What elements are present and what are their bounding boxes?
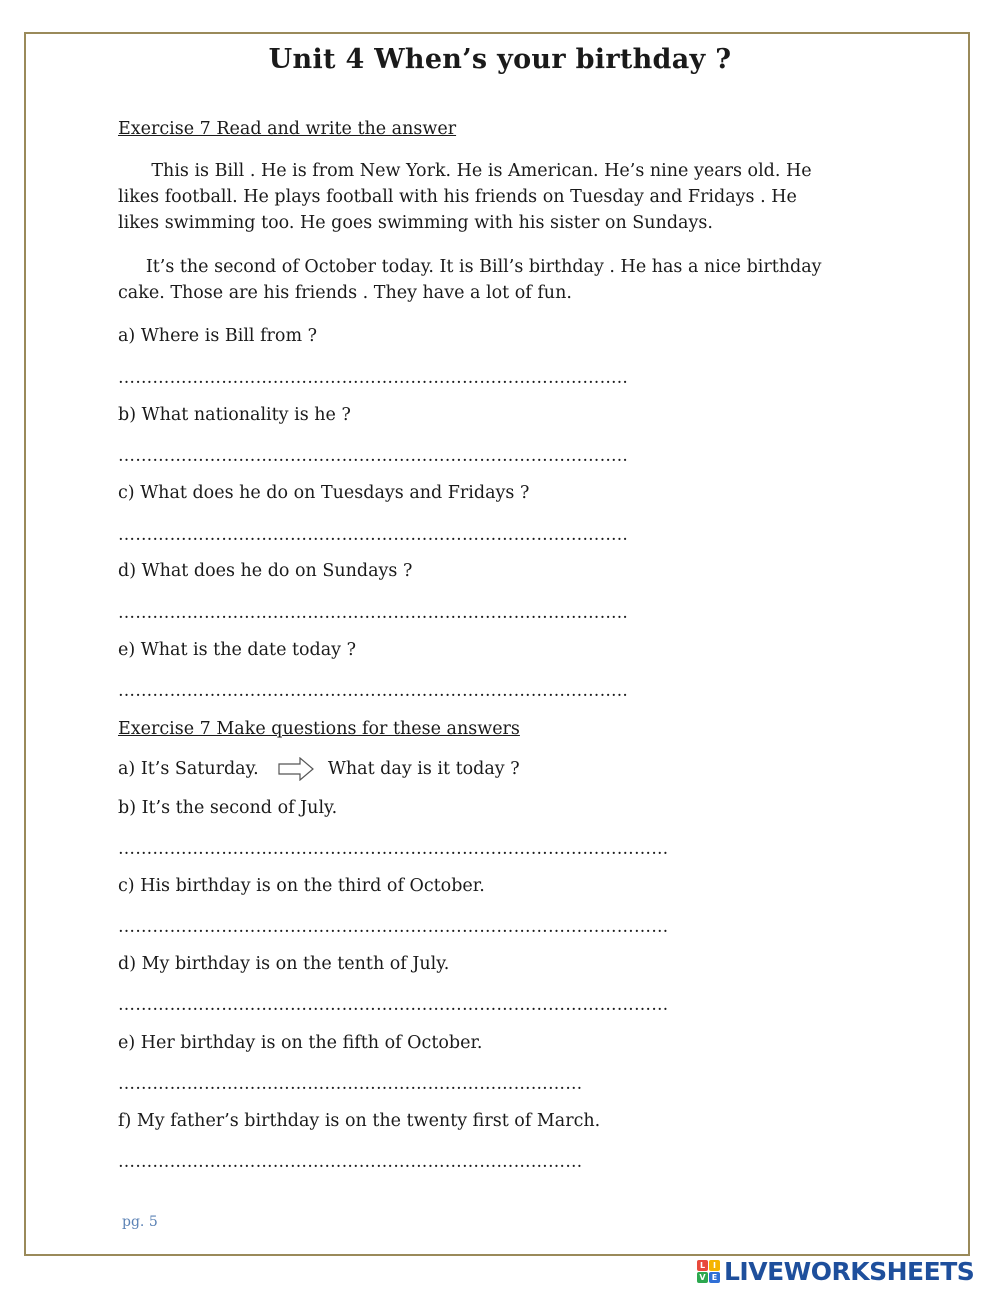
reading-line: likes football. He plays football with his friends on Tuesday and Fridays . He — [118, 187, 797, 207]
answer-line[interactable]: …………………………………………………………………………….. — [118, 681, 629, 701]
exercise-read-heading: Exercise 7 Read and write the answer — [118, 119, 457, 139]
answer-c: c) His birthday is on the third of October. — [118, 876, 485, 896]
question-b: b) What nationality is he ? — [118, 405, 351, 425]
exercise-questions-heading: Exercise 7 Make questions for these answers — [118, 719, 520, 739]
answer-d: d) My birthday is on the tenth of July. — [118, 954, 450, 974]
answer-line[interactable]: …………………………………………………………………………….. — [118, 525, 629, 545]
liveworksheets-logo-icon — [697, 1260, 720, 1283]
reading-line: cake. Those are his friends . They have a lot of fun. — [118, 283, 572, 303]
logo-tile: I — [709, 1260, 720, 1271]
question-c: c) What does he do on Tuesdays and Fridays ? — [118, 483, 530, 503]
logo-tile: V — [697, 1272, 708, 1283]
watermark-text: LIVEWORKSHEETS — [724, 1256, 975, 1286]
right-arrow-icon — [278, 757, 314, 781]
question-line[interactable]: ……………………………………………………………………… — [118, 1152, 583, 1172]
question-line[interactable]: …………………………………………………………………………………… — [118, 995, 669, 1015]
question-line[interactable]: …………………………………………………………………………………… — [118, 917, 669, 937]
answer-b: b) It’s the second of July. — [118, 798, 338, 818]
logo-tile: L — [697, 1260, 708, 1271]
question-d: d) What does he do on Sundays ? — [118, 561, 413, 581]
answer-line[interactable]: …………………………………………………………………………….. — [118, 446, 629, 466]
liveworksheets-watermark — [697, 1253, 974, 1289]
answer-e: e) Her birthday is on the fifth of October. — [118, 1033, 483, 1053]
reading-line: It’s the second of October today. It is Bill’s birthday . He has a nice birthday — [118, 257, 822, 277]
page-number: pg. 5 — [122, 1214, 158, 1230]
question-e: e) What is the date today ? — [118, 640, 357, 660]
logo-tile: E — [709, 1272, 720, 1283]
answer-line[interactable]: …………………………………………………………………………….. — [118, 368, 629, 388]
answer-f: f) My father’s birthday is on the twenty first of March. — [118, 1111, 601, 1131]
reading-line: likes swimming too. He goes swimming with his sister on Sundays. — [118, 213, 713, 233]
example-row — [118, 755, 520, 782]
answer-line[interactable]: …………………………………………………………………………….. — [118, 603, 629, 623]
example-answer: a) It’s Saturday. — [118, 758, 259, 779]
question-a: a) Where is Bill from ? — [118, 326, 317, 346]
worksheet-title: Unit 4 When’s your birthday ? — [268, 44, 732, 75]
question-line[interactable]: …………………………………………………………………………………… — [118, 839, 669, 859]
example-question: What day is it today ? — [327, 758, 520, 779]
question-line[interactable]: ……………………………………………………………………… — [118, 1074, 583, 1094]
reading-line: This is Bill . He is from New York. He is American. He’s nine years old. He — [118, 161, 812, 181]
